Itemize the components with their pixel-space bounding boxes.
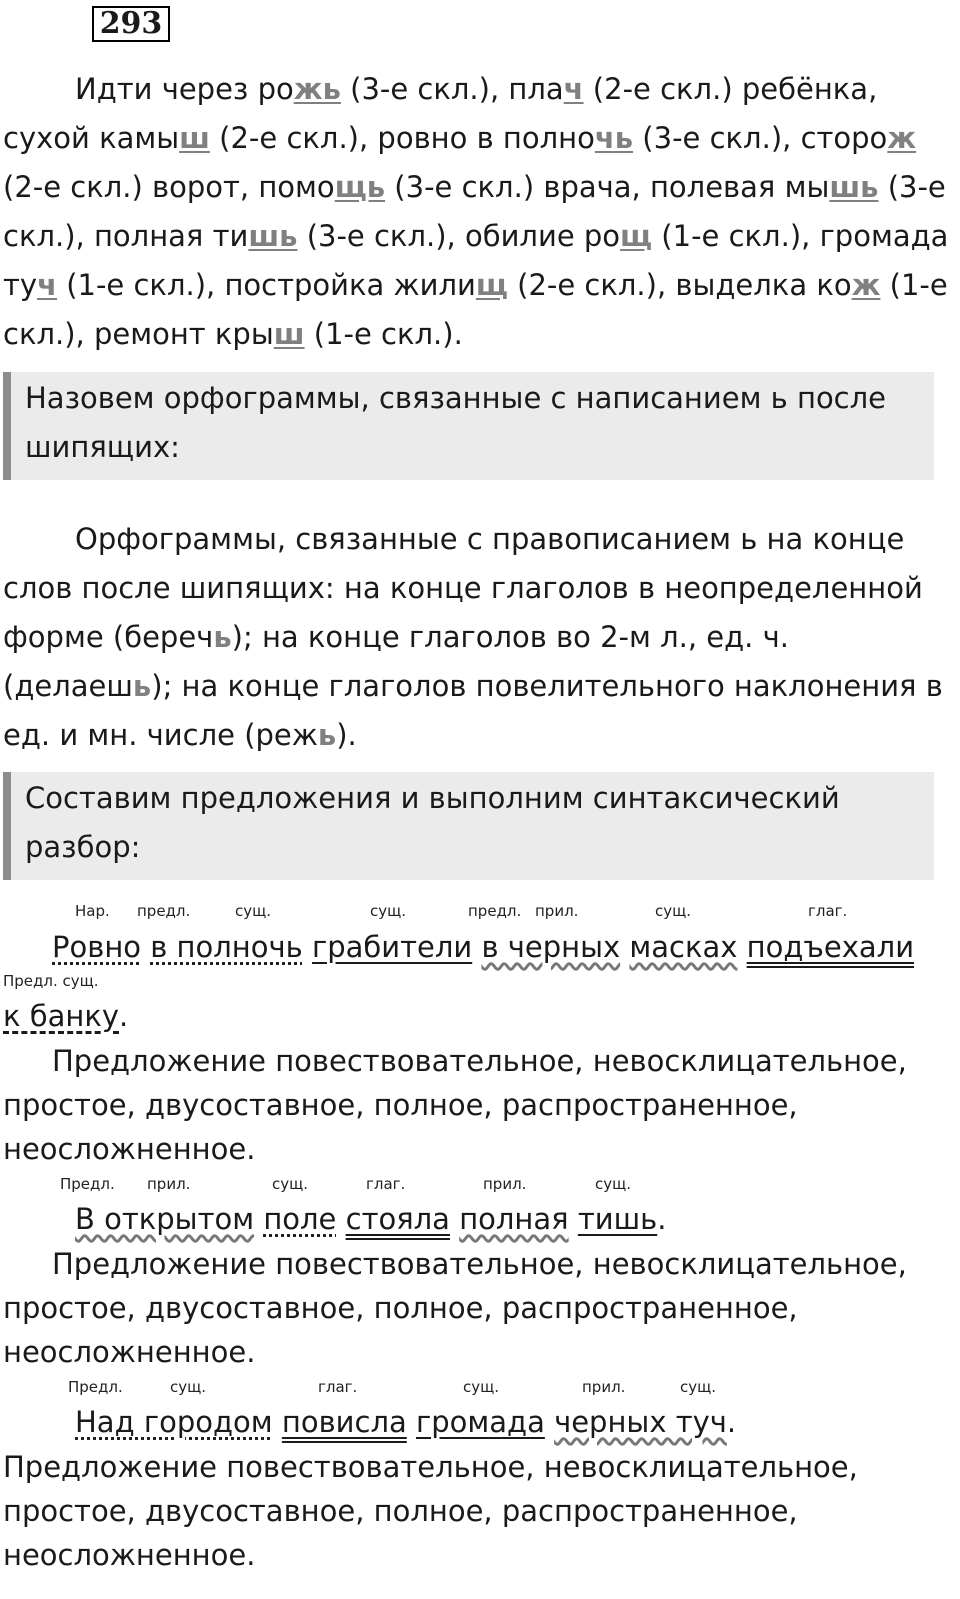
pos-tag: сущ.: [680, 1378, 717, 1396]
sentence-description: Предложение повествовательное, невосклицательное, простое, двусоставное, полное, распространенное, неосложненное.: [3, 1247, 907, 1369]
sentence-line: Ровно в полночь грабители в черных масках подъехали: [52, 930, 915, 964]
pos-tag: глаг.: [366, 1175, 406, 1193]
pos-tag: прил.: [535, 902, 579, 920]
sentence-description: Предложение повествовательное, невосклицательное, простое, двусоставное, полное, распространенное, неосложненное.: [3, 1044, 907, 1166]
pos-tag: сущ.: [370, 902, 407, 920]
pos-tag: сущ.: [170, 1378, 207, 1396]
sentence-line: Над городом повисла громада черных туч.: [75, 1405, 737, 1439]
pos-tag: Нар.: [75, 902, 110, 920]
pos-tag: прил.: [582, 1378, 626, 1396]
exercise-number: 293: [92, 6, 170, 42]
pos-tag: сущ.: [463, 1378, 500, 1396]
pos-tag: Предл.: [60, 1175, 115, 1193]
pos-tag: прил.: [483, 1175, 527, 1193]
pos-tag: сущ.: [655, 902, 692, 920]
sentence-line: к банку.: [3, 999, 129, 1033]
sentence-line: В открытом поле стояла полная тишь.: [75, 1202, 667, 1236]
pos-tag: Предл. сущ.: [3, 972, 99, 990]
task-box-sentences: Составим предложения и выполним синтаксический разбор:: [3, 772, 934, 880]
pos-tag: сущ.: [235, 902, 272, 920]
pos-tag: Предл.: [68, 1378, 123, 1396]
pos-tag: предл.: [468, 902, 522, 920]
pos-tag: сущ.: [595, 1175, 632, 1193]
pos-tag: глаг.: [808, 902, 848, 920]
task-box-orthograms: Назовем орфограммы, связанные с написанием ь после шипящих:: [3, 372, 934, 480]
pos-tag: предл.: [137, 902, 191, 920]
sentence-description: Предложение повествовательное, невосклицательное, простое, двусоставное, полное, распространенное, неосложненное.: [3, 1450, 858, 1572]
pos-tag: глаг.: [318, 1378, 358, 1396]
exercise-answer-paragraph: Идти через рожь (3-е скл.), плач (2-е скл.) ребёнка, сухой камыш (2-е скл.), ровно в полночь (3-е скл.), сторож (2-е скл.) ворот, помощь (3-е скл.) врача, полевая мышь (3-е скл.), полная тишь (3-е скл.), обилие рощ (1-е скл.), громада туч (1-е скл.), постройка жилищ (2-е скл.), выделка кож (1-е скл.), ремонт крыш (1-е скл.).: [3, 72, 949, 351]
orthogram-paragraph: Орфограммы, связанные с правописанием ь на конце слов после шипящих: на конце глаголов в неопределенной форме (беречь); на конце глаголов во 2-м л., ед. ч. (делаешь); на конце глаголов повелительного наклонения в ед. и мн. числе (режь).: [3, 522, 943, 752]
pos-tag: сущ.: [272, 1175, 309, 1193]
pos-tag: прил.: [147, 1175, 191, 1193]
